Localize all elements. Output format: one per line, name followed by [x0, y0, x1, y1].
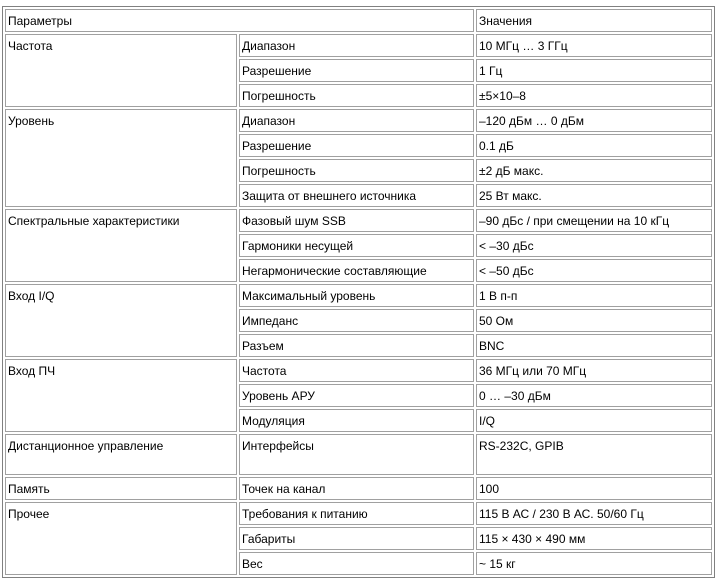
param-name: Импеданс — [239, 309, 474, 332]
group-label: Спектральные характеристики — [5, 209, 237, 282]
spec-table — [2, 6, 715, 578]
param-name: Разрешение — [239, 59, 474, 82]
param-value: 115 В АС / 230 В АС. 50/60 Гц — [476, 502, 712, 525]
group-label: Вход I/Q — [5, 284, 237, 357]
param-name: Защита от внешнего источника — [239, 184, 474, 207]
param-name: Разъем — [239, 334, 474, 357]
param-value: 50 Ом — [476, 309, 712, 332]
param-value: < –30 дБс — [476, 234, 712, 257]
param-name: Частота — [239, 359, 474, 382]
param-name: Негармонические составляющие — [239, 259, 474, 282]
param-value: ~ 15 кг — [476, 552, 712, 575]
table-header-row — [5, 9, 712, 32]
param-name: Точек на канал — [239, 477, 474, 500]
param-name: Диапазон — [239, 34, 474, 57]
param-name: Разрешение — [239, 134, 474, 157]
table-row — [5, 209, 712, 232]
param-name: Габариты — [239, 527, 474, 550]
param-name: Гармоники несущей — [239, 234, 474, 257]
param-value: –120 дБм … 0 дБм — [476, 109, 712, 132]
param-name: Фазовый шум SSB — [239, 209, 474, 232]
header-values: Значения — [476, 9, 712, 32]
param-value: 0.1 дБ — [476, 134, 712, 157]
group-label: Вход ПЧ — [5, 359, 237, 432]
param-value: 1 Гц — [476, 59, 712, 82]
table-row — [5, 34, 712, 57]
table-row — [5, 284, 712, 307]
param-value: 115 × 430 × 490 мм — [476, 527, 712, 550]
table-row — [5, 477, 712, 500]
param-name: Максимальный уровень — [239, 284, 474, 307]
param-name: Диапазон — [239, 109, 474, 132]
param-value: RS-232C, GPIB — [476, 434, 712, 475]
param-value: ±2 дБ макс. — [476, 159, 712, 182]
param-value: –90 дБс / при смещении на 10 кГц — [476, 209, 712, 232]
param-name: Погрешность — [239, 159, 474, 182]
group-label: Дистанционное управление — [5, 434, 237, 475]
table-row — [5, 502, 712, 525]
param-value: ±5×10–8 — [476, 84, 712, 107]
param-value: 10 МГц … 3 ГГц — [476, 34, 712, 57]
group-label: Прочее — [5, 502, 237, 575]
table-row — [5, 109, 712, 132]
param-value: 1 В п-п — [476, 284, 712, 307]
header-params: Параметры — [5, 9, 474, 32]
param-value: I/Q — [476, 409, 712, 432]
param-value: BNC — [476, 334, 712, 357]
group-label: Уровень — [5, 109, 237, 207]
group-label: Память — [5, 477, 237, 500]
param-value: 0 … –30 дБм — [476, 384, 712, 407]
param-name: Модуляция — [239, 409, 474, 432]
param-name: Интерфейсы — [239, 434, 474, 475]
param-value: 25 Вт макс. — [476, 184, 712, 207]
param-value: 100 — [476, 477, 712, 500]
group-label: Частота — [5, 34, 237, 107]
param-value: 36 МГц или 70 МГц — [476, 359, 712, 382]
param-name: Требования к питанию — [239, 502, 474, 525]
param-name: Погрешность — [239, 84, 474, 107]
table-row — [5, 359, 712, 382]
param-name: Вес — [239, 552, 474, 575]
table-row — [5, 434, 712, 475]
param-name: Уровень АРУ — [239, 384, 474, 407]
param-value: < –50 дБс — [476, 259, 712, 282]
